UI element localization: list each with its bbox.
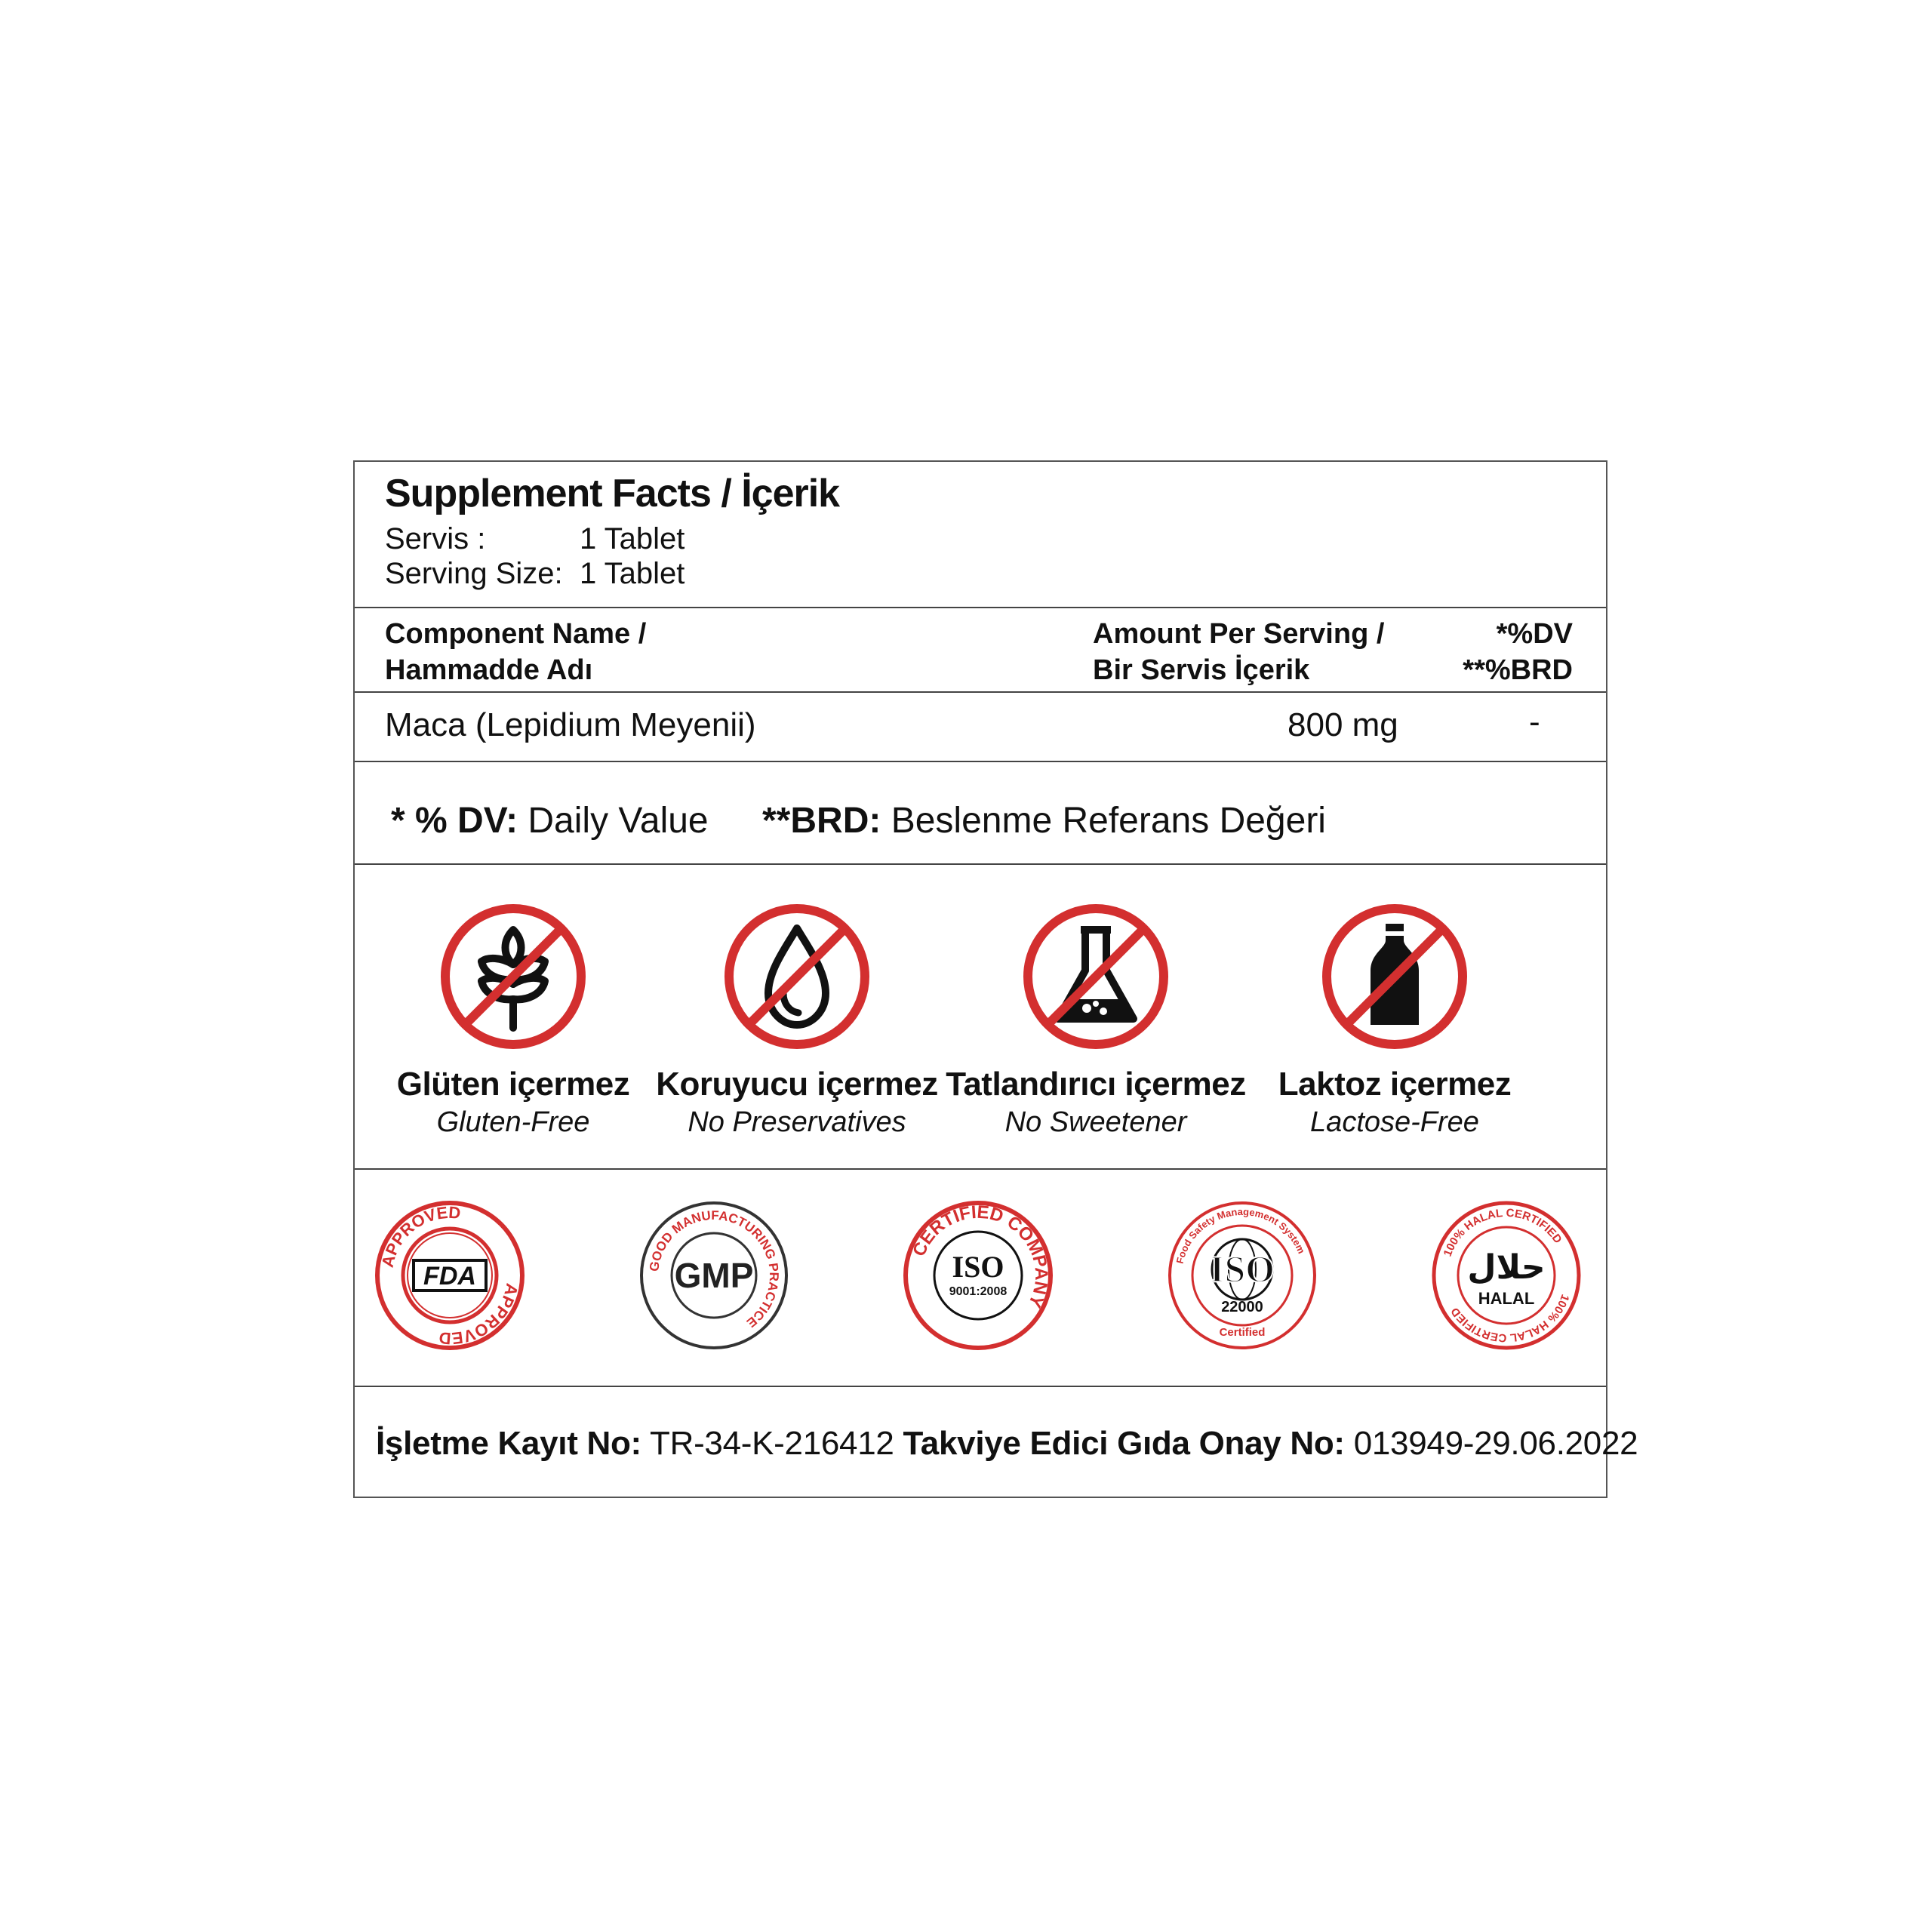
- badge-lactose-tr: Laktoz içermez: [1278, 1066, 1512, 1103]
- badge-lactose-en: Lactose-Free: [1310, 1106, 1479, 1138]
- legend-dv: [391, 800, 709, 841]
- legend-dv-key: * % DV:: [391, 801, 518, 841]
- page-title: Supplement Facts / İçerik: [385, 472, 840, 515]
- no-preservatives-icon: [721, 901, 872, 1052]
- badge-lactose-free: [1244, 901, 1546, 1139]
- badge-gluten-free: [362, 901, 664, 1139]
- iso22000-ring-text: Food Safety Management System: [1174, 1205, 1308, 1265]
- badge-no-preservatives: [646, 901, 948, 1139]
- badge-no-sweetener: [945, 901, 1247, 1139]
- footer-section: [355, 1387, 1638, 1498]
- gmp-seal: [638, 1200, 789, 1351]
- serving-en-label: Serving Size:: [385, 557, 563, 590]
- badge-preservatives-tr: Koruyucu içermez: [656, 1066, 938, 1103]
- col-component-line2: Hammadde Adı: [385, 654, 593, 686]
- serving-tr-value: 1 Tablet: [580, 522, 685, 555]
- badge-preservatives-en: No Preservatives: [688, 1106, 906, 1138]
- serving-en-row: [385, 557, 685, 591]
- col-component-line1: Component Name /: [385, 618, 647, 650]
- component-dv: -: [1529, 703, 1540, 740]
- legend-brd: [762, 800, 1326, 841]
- footer-registration: [376, 1425, 1638, 1463]
- badge-gluten-en: Gluten-Free: [436, 1106, 590, 1138]
- col-component-header: [385, 616, 646, 688]
- col-dv-line1: *%DV: [1496, 618, 1573, 650]
- col-amount-header: [1093, 616, 1384, 688]
- fda-seal-text: FDA: [423, 1262, 476, 1291]
- badge-sweetener-tr: Tatlandırıcı içermez: [946, 1066, 1246, 1103]
- iso9001-seal-sub: 9001:2008: [949, 1285, 1008, 1298]
- iso-9001-seal: [903, 1200, 1054, 1351]
- header-section: [355, 462, 1606, 607]
- legend-section: [355, 762, 1606, 863]
- col-dv-header: [1463, 616, 1573, 688]
- iso9001-ring-text: CERTIFIED COMPANY: [909, 1201, 1052, 1311]
- legend-dv-text: Daily Value: [528, 801, 709, 841]
- iso-22000-seal: [1167, 1200, 1318, 1351]
- legend-brd-text: Beslenme Referans Değeri: [891, 801, 1326, 841]
- legend-brd-key: **BRD:: [762, 801, 881, 841]
- iso22000-seal-sub: 22000: [1221, 1299, 1263, 1315]
- col-amount-line1: Amount Per Serving /: [1093, 618, 1385, 650]
- iso9001-seal-text: ISO: [952, 1250, 1004, 1284]
- fda-ring-text-2: APPROVED: [438, 1281, 522, 1349]
- serving-en-value: 1 Tablet: [580, 557, 685, 590]
- reg-label: İşletme Kayıt No:: [376, 1425, 641, 1462]
- certification-seals: [355, 1170, 1606, 1386]
- iso22000-seal-bottom: Certified: [1219, 1326, 1266, 1339]
- halal-seal-text: حلال: [1467, 1248, 1546, 1287]
- free-from-badges: [355, 865, 1606, 1168]
- halal-seal-sub: HALAL: [1478, 1289, 1535, 1308]
- col-dv-line2: **%BRD: [1463, 654, 1573, 686]
- table-header: [355, 608, 1606, 691]
- halal-ring-text-2: 100% HALAL CERTIFIED: [1448, 1292, 1572, 1345]
- fda-ring-text-1: APPROVED: [377, 1202, 462, 1269]
- col-amount-line2: Bir Servis İçerik: [1093, 654, 1310, 686]
- badge-gluten-tr: Glüten içermez: [396, 1066, 630, 1103]
- iso22000-seal-text: ISO: [1209, 1247, 1275, 1290]
- no-sweetener-icon: [1020, 901, 1171, 1052]
- reg-value: TR-34-K-216412: [650, 1425, 894, 1462]
- halal-ring-text-1: 100% HALAL CERTIFIED: [1441, 1206, 1564, 1259]
- approval-label: Takviye Edici Gıda Onay No:: [903, 1425, 1345, 1462]
- fda-approved-seal: [374, 1200, 525, 1351]
- serving-tr-label: Servis :: [385, 522, 486, 555]
- gmp-seal-text: GMP: [674, 1256, 754, 1295]
- approval-value: 013949-29.06.2022: [1353, 1425, 1638, 1462]
- component-amount: 800 mg: [1287, 706, 1398, 743]
- gmp-ring-text: GOOD MANUFACTURING PRACTICE: [647, 1208, 782, 1331]
- no-gluten-icon: [438, 901, 589, 1052]
- badge-sweetener-en: No Sweetener: [1004, 1106, 1187, 1138]
- table-row: [355, 693, 1606, 761]
- component-name: Maca (Lepidium Meyenii): [385, 706, 756, 743]
- halal-seal: [1431, 1200, 1582, 1351]
- no-lactose-icon: [1319, 901, 1470, 1052]
- serving-tr-row: [385, 522, 685, 556]
- supplement-facts-panel: [353, 460, 1638, 1498]
